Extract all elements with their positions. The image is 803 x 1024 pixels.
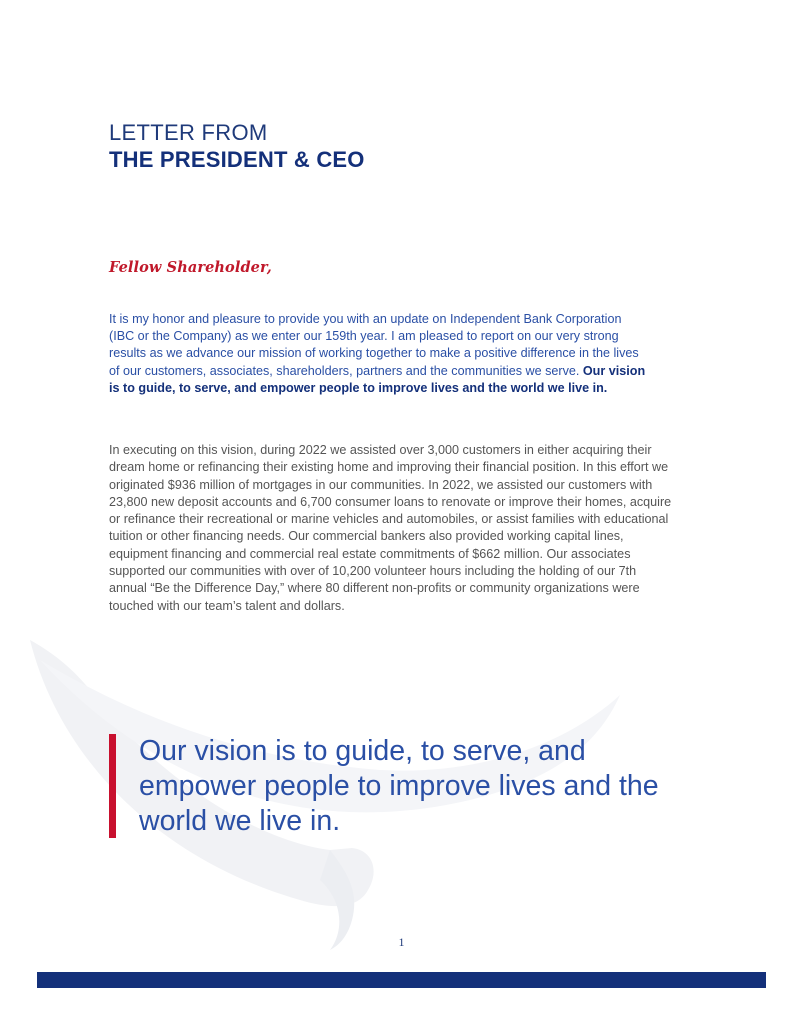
footer-bar xyxy=(37,972,766,988)
intro-paragraph-text: It is my honor and pleasure to provide you with an update on Independent Bank Corporation (IBC or the Company) as we enter our 159th year. I am pleased to report on our very strong results as we advance our mission of working together to make a positive difference in the lives of our customers, associates, shareholders, partners and the communities we serve. xyxy=(109,312,639,378)
vision-statement: Our vision is to guide, to serve, and empower people to improve lives and the world we live in. xyxy=(109,363,646,395)
pull-quote-accent-bar xyxy=(109,734,116,838)
intro-paragraph xyxy=(109,311,649,397)
results-paragraph: In executing on this vision, during 2022 we assisted over 3,000 customers in either acquiring their dream home or refinancing their existing home and improving their financial position. In this effort we originated $936 million of mortgages in our communities. In 2022, we assisted our customers with 23,800 new deposit accounts and 6,700 consumer loans to renovate or improve their homes, acquire or refinance their recreational or marine vehicles and automobiles, or assist families with educational tuition or other financing needs. Our commercial bankers also provided working capital lines, equipment financing and commercial real estate commitments of $662 million. Our associates supported our communities with over of 10,200 volunteer hours including the holding of our 7th annual “Be the Difference Day,” where 80 different non-profits or community organizations were touched with our team’s talent and dollars. xyxy=(109,443,672,613)
salutation: Fellow Shareholder, xyxy=(109,259,272,276)
pull-quote: Our vision is to guide, to serve, and empower people to improve lives and the world we live in. xyxy=(139,735,659,837)
page-heading xyxy=(109,120,365,174)
page-number: 1 xyxy=(398,935,405,949)
heading-line-2: THE PRESIDENT & CEO xyxy=(109,147,365,172)
heading-line-1: LETTER FROM xyxy=(109,120,268,145)
